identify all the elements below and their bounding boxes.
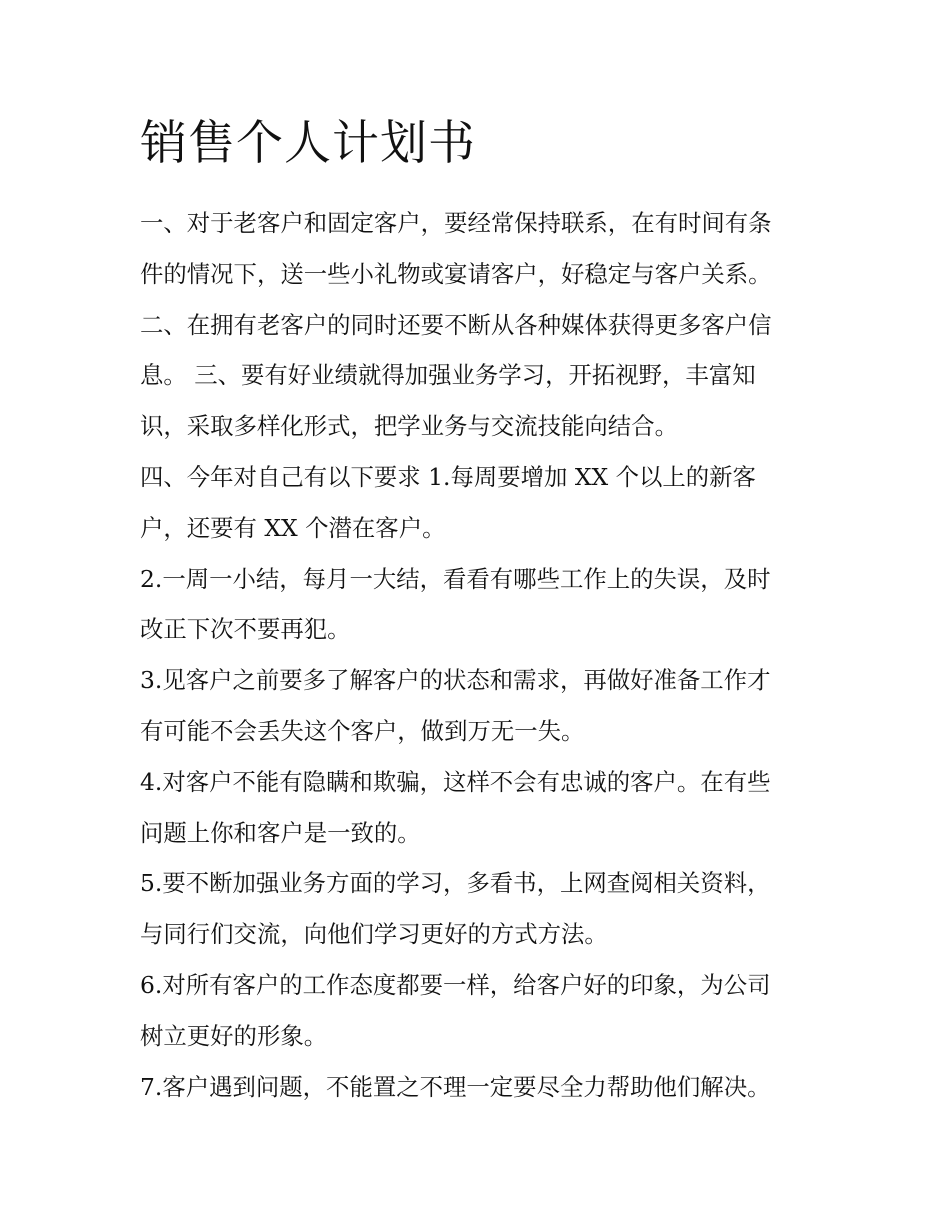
text-line: 3.见客户之前要多了解客户的状态和需求，再做好准备工作才 [140,666,771,695]
text-line: 四、今年对自己有以下要求 1.每周要增加 XX 个以上的新客 [140,462,756,491]
text-line: 户，还要有 XX 个潜在客户。 [140,513,446,542]
text-line: 改正下次不要再犯。 [140,615,351,644]
text-line: 4.对客户不能有隐瞒和欺骗，这样不会有忠诚的客户。在有些 [140,767,771,796]
text-line: 2.一周一小结，每月一大结，看看有哪些工作上的失误，及时 [140,564,771,593]
text-line: 与同行们交流，向他们学习更好的方式方法。 [140,920,608,949]
text-line: 一、对于老客户和固定客户，要经常保持联系，在有时间有条 [140,209,772,237]
text-line: 件的情况下，送一些小礼物或宴请客户，好稳定与客户关系。 [140,259,772,288]
document-body [140,198,820,1112]
text-line: 二、在拥有老客户的同时还要不断从各种媒体获得更多客户信 [140,310,772,339]
text-line: 问题上你和客户是一致的。 [140,818,421,847]
text-line: 有可能不会丢失这个客户，做到万无一失。 [140,716,585,745]
text-line: 6.对所有客户的工作态度都要一样，给客户好的印象，为公司 [140,970,771,999]
text-line: 7.客户遇到问题，不能置之不理一定要尽全力帮助他们解决。 [140,1072,771,1101]
text-line: 识，采取多样化形式，把学业务与交流技能向结合。 [140,412,678,441]
document-title: 销售个人计划书 [140,116,476,171]
text-line: 树立更好的形象。 [140,1021,328,1050]
text-line: 5.要不断加强业务方面的学习，多看书，上网查阅相关资料， [140,869,771,898]
text-line: 息。 三、要有好业绩就得加强业务学习，开拓视野，丰富知 [140,361,756,390]
